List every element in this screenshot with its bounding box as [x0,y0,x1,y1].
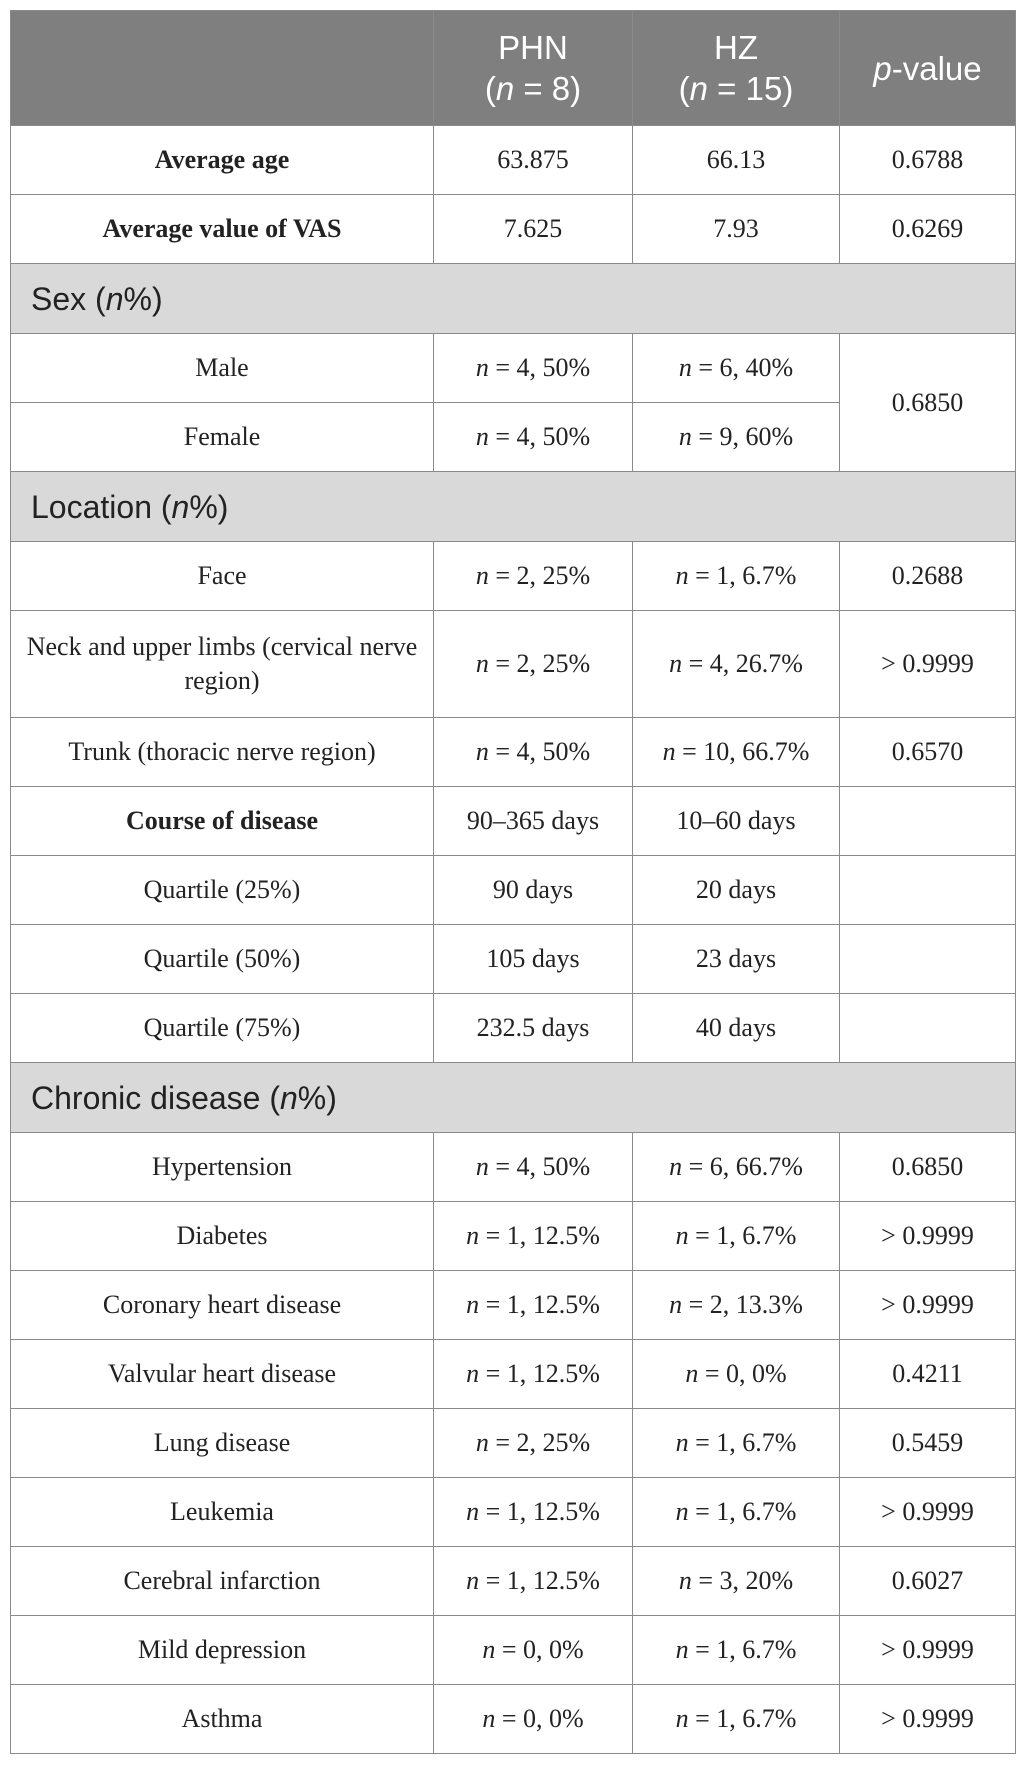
row-label: Diabetes [11,1202,434,1271]
phn-value: 232.5 days [434,994,633,1063]
hz-value: n = 3, 20% [633,1547,840,1616]
row-label: Coronary heart disease [11,1271,434,1340]
table-row [11,126,1016,195]
phn-value: n = 1, 12.5% [434,1547,633,1616]
p-value: 0.6850 [840,334,1016,472]
p-value: > 0.9999 [840,1202,1016,1271]
p-value: 0.6570 [840,718,1016,787]
p-value: 0.2688 [840,542,1016,611]
row-label: Course of disease [11,787,434,856]
p-value: > 0.9999 [840,1271,1016,1340]
p-value: > 0.9999 [840,611,1016,718]
phn-value: n = 2, 25% [434,1409,633,1478]
p-value [840,856,1016,925]
hz-value: n = 1, 6.7% [633,542,840,611]
phn-value: 63.875 [434,126,633,195]
p-value [840,787,1016,856]
phn-value: n = 0, 0% [434,1685,633,1754]
row-label: Quartile (75%) [11,994,434,1063]
phn-value: 105 days [434,925,633,994]
row-label: Lung disease [11,1409,434,1478]
hz-value: n = 1, 6.7% [633,1202,840,1271]
section-title: Chronic disease (n%) [11,1063,1016,1133]
phn-value: n = 1, 12.5% [434,1202,633,1271]
table-row [11,856,1016,925]
phn-value: n = 4, 50% [434,334,633,403]
phn-value: 7.625 [434,195,633,264]
row-label: Male [11,334,434,403]
phn-value: n = 4, 50% [434,403,633,472]
p-value: > 0.9999 [840,1616,1016,1685]
table-row [11,334,1016,403]
table-row [11,1409,1016,1478]
section-header-sex [11,264,1016,334]
table-row [11,1616,1016,1685]
table-row [11,1340,1016,1409]
table-row [11,718,1016,787]
p-value: 0.4211 [840,1340,1016,1409]
header-row [11,11,1016,126]
hz-value: 10–60 days [633,787,840,856]
table-row [11,611,1016,718]
table-row [11,542,1016,611]
comparison-table [10,10,1016,1754]
row-label: Face [11,542,434,611]
table-row [11,1133,1016,1202]
p-value [840,925,1016,994]
hz-value: 20 days [633,856,840,925]
phn-value: n = 2, 25% [434,542,633,611]
section-title: Sex (n%) [11,264,1016,334]
row-label: Cerebral infarction [11,1547,434,1616]
header-phn: PHN (n = 8) [434,11,633,126]
table-row [11,1685,1016,1754]
header-hz: HZ (n = 15) [633,11,840,126]
p-value: 0.6850 [840,1133,1016,1202]
section-title: Location (n%) [11,472,1016,542]
table-row [11,787,1016,856]
phn-value: n = 4, 50% [434,1133,633,1202]
hz-value: 40 days [633,994,840,1063]
phn-value: n = 1, 12.5% [434,1478,633,1547]
row-label: Trunk (thoracic nerve region) [11,718,434,787]
row-label: Asthma [11,1685,434,1754]
table-row [11,195,1016,264]
p-value: > 0.9999 [840,1685,1016,1754]
hz-value: n = 4, 26.7% [633,611,840,718]
table-row [11,1547,1016,1616]
row-label: Mild depression [11,1616,434,1685]
hz-value: 7.93 [633,195,840,264]
row-label: Neck and upper limbs (cervical nerve region) [11,611,434,718]
hz-value: n = 0, 0% [633,1340,840,1409]
table-row [11,1202,1016,1271]
p-value: 0.6269 [840,195,1016,264]
hz-value: n = 9, 60% [633,403,840,472]
hz-value: n = 1, 6.7% [633,1685,840,1754]
section-header-location [11,472,1016,542]
hz-value: n = 2, 13.3% [633,1271,840,1340]
p-value: 0.5459 [840,1409,1016,1478]
hz-value: n = 6, 66.7% [633,1133,840,1202]
phn-value: 90–365 days [434,787,633,856]
row-label: Hypertension [11,1133,434,1202]
phn-value: n = 2, 25% [434,611,633,718]
hz-value: n = 6, 40% [633,334,840,403]
p-value: > 0.9999 [840,1478,1016,1547]
row-label: Average value of VAS [11,195,434,264]
row-label: Leukemia [11,1478,434,1547]
phn-value: 90 days [434,856,633,925]
row-label: Female [11,403,434,472]
phn-value: n = 1, 12.5% [434,1340,633,1409]
hz-value: 66.13 [633,126,840,195]
table-row [11,1478,1016,1547]
row-label: Average age [11,126,434,195]
hz-value: 23 days [633,925,840,994]
section-header-chronic-disease [11,1063,1016,1133]
table-row [11,1271,1016,1340]
p-value: 0.6027 [840,1547,1016,1616]
row-label: Quartile (25%) [11,856,434,925]
hz-value: n = 1, 6.7% [633,1478,840,1547]
table-row [11,994,1016,1063]
header-empty [11,11,434,126]
table-row [11,925,1016,994]
phn-value: n = 1, 12.5% [434,1271,633,1340]
hz-value: n = 10, 66.7% [633,718,840,787]
phn-value: n = 0, 0% [434,1616,633,1685]
p-value: 0.6788 [840,126,1016,195]
row-label: Valvular heart disease [11,1340,434,1409]
p-value [840,994,1016,1063]
row-label: Quartile (50%) [11,925,434,994]
hz-value: n = 1, 6.7% [633,1409,840,1478]
phn-value: n = 4, 50% [434,718,633,787]
hz-value: n = 1, 6.7% [633,1616,840,1685]
header-p-value: p-value [840,11,1016,126]
